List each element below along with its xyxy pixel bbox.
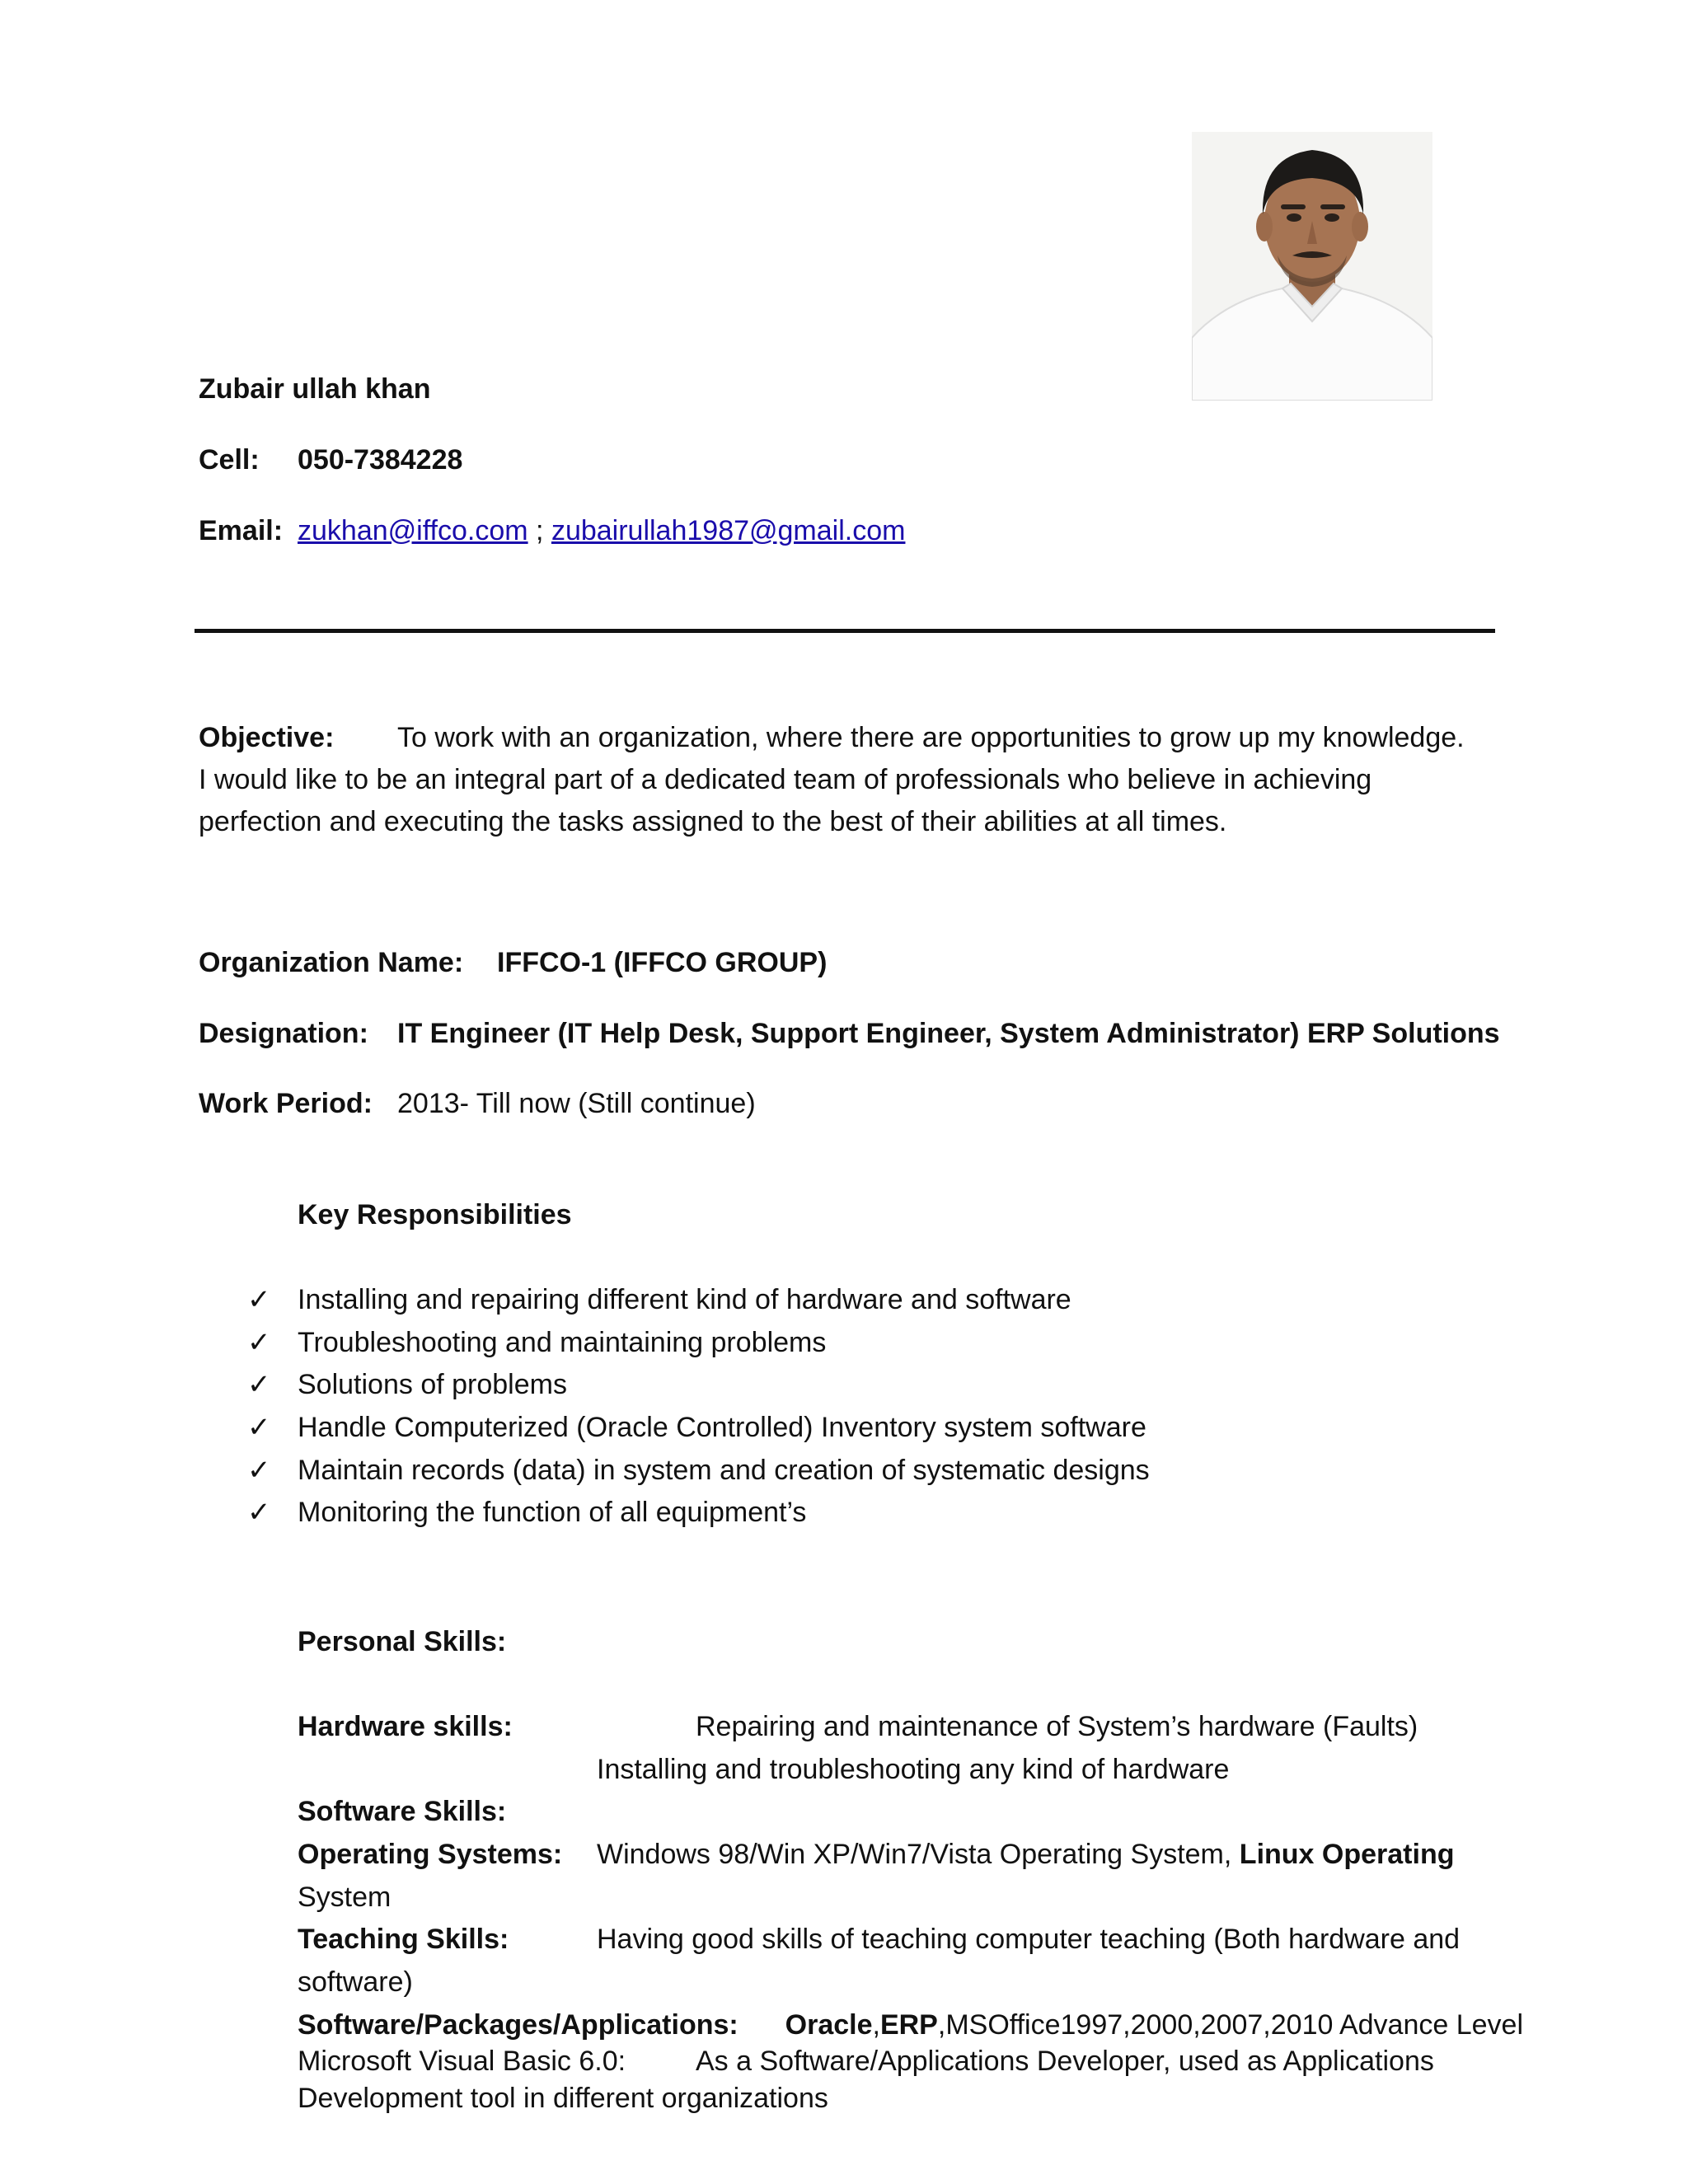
responsibility-text: Handle Computerized (Oracle Controlled) Inventory system software: [298, 1412, 1146, 1443]
objective-label: Objective:: [199, 722, 335, 753]
designation-value: IT Engineer (IT Help Desk, Support Engineer, System Administrator) ERP Solutions: [397, 1018, 1500, 1049]
email-link-work[interactable]: zukhan@iffco.com: [298, 515, 528, 546]
teaching-skills-continued: software): [298, 1966, 413, 1998]
teaching-skills-label: Teaching Skills:: [298, 1924, 509, 1955]
packages-line: [298, 2007, 1523, 2043]
checkmark-icon: ✓: [247, 1327, 271, 1358]
checkmark-icon: ✓: [247, 1369, 271, 1400]
responsibilities-heading: Key Responsibilities: [298, 1199, 572, 1230]
packages-rest: ,MSOffice1997,2000,2007,2010 Advance Level: [937, 2009, 1524, 2041]
objective-line-3: perfection and executing the tasks assigned to the best of their abilities at all times.: [199, 806, 1227, 837]
packages-comma: ,: [872, 2009, 880, 2041]
operating-systems-list: Windows 98/Win XP/Win7/Vista Operating System,: [597, 1839, 1232, 1870]
visual-basic-label: Microsoft Visual Basic 6.0:: [298, 2046, 626, 2077]
checkmark-icon: ✓: [247, 1497, 271, 1528]
hardware-skills-line-2: Installing and troubleshooting any kind of hardware: [597, 1754, 1230, 1785]
teaching-skills-value: Having good skills of teaching computer teaching (Both hardware and: [597, 1924, 1461, 1955]
operating-systems-value: [597, 1836, 1454, 1872]
responsibility-text: Installing and repairing different kind of hardware and software: [298, 1284, 1071, 1315]
candidate-name: Zubair ullah khan: [199, 373, 431, 405]
checkmark-icon: ✓: [247, 1284, 271, 1315]
responsibility-text: Troubleshooting and maintaining problems: [298, 1327, 827, 1358]
profile-photo: [1192, 132, 1432, 401]
software-skills-label: Software Skills:: [298, 1796, 507, 1827]
designation-label: Designation:: [199, 1018, 368, 1049]
organization-label: Organization Name:: [199, 947, 464, 978]
email-label: Email:: [199, 515, 284, 546]
packages-erp: ERP: [879, 2009, 938, 2041]
responsibility-text: Monitoring the function of all equipment’s: [298, 1497, 807, 1528]
packages-oracle: Oracle: [785, 2009, 873, 2041]
skills-heading: Personal Skills:: [298, 1626, 507, 1657]
checkmark-icon: ✓: [247, 1412, 271, 1443]
responsibility-text: Solutions of problems: [298, 1369, 567, 1400]
operating-systems-linux: Linux Operating: [1239, 1839, 1455, 1870]
objective-line-1: To work with an organization, where there are opportunities to grow up my knowledge.: [397, 722, 1465, 753]
email-line: [298, 513, 905, 549]
cell-label: Cell:: [199, 444, 260, 476]
email-link-personal[interactable]: zubairullah1987@gmail.com: [551, 515, 906, 546]
hardware-skills-label: Hardware skills:: [298, 1711, 513, 1742]
visual-basic-value: As a Software/Applications Developer, used as Applications: [696, 2046, 1434, 2077]
header-divider: [195, 629, 1495, 633]
work-period-value: 2013- Till now (Still continue): [397, 1088, 756, 1119]
packages-label: Software/Packages/Applications:: [298, 2009, 738, 2041]
hardware-skills-line-1: Repairing and maintenance of System’s hardware (Faults): [696, 1711, 1418, 1742]
operating-systems-continued: System: [298, 1882, 392, 1913]
organization-value: IFFCO-1 (IFFCO GROUP): [497, 947, 828, 978]
work-period-label: Work Period:: [199, 1088, 373, 1119]
cell-value: 050-7384228: [298, 444, 463, 476]
visual-basic-continued: Development tool in different organizations: [298, 2083, 828, 2114]
objective-line-2: I would like to be an integral part of a dedicated team of professionals who believe in achieving: [199, 764, 1372, 795]
operating-systems-label: Operating Systems:: [298, 1839, 563, 1870]
email-separator: ;: [536, 515, 544, 546]
checkmark-icon: ✓: [247, 1455, 271, 1486]
responsibility-text: Maintain records (data) in system and creation of systematic designs: [298, 1455, 1150, 1486]
